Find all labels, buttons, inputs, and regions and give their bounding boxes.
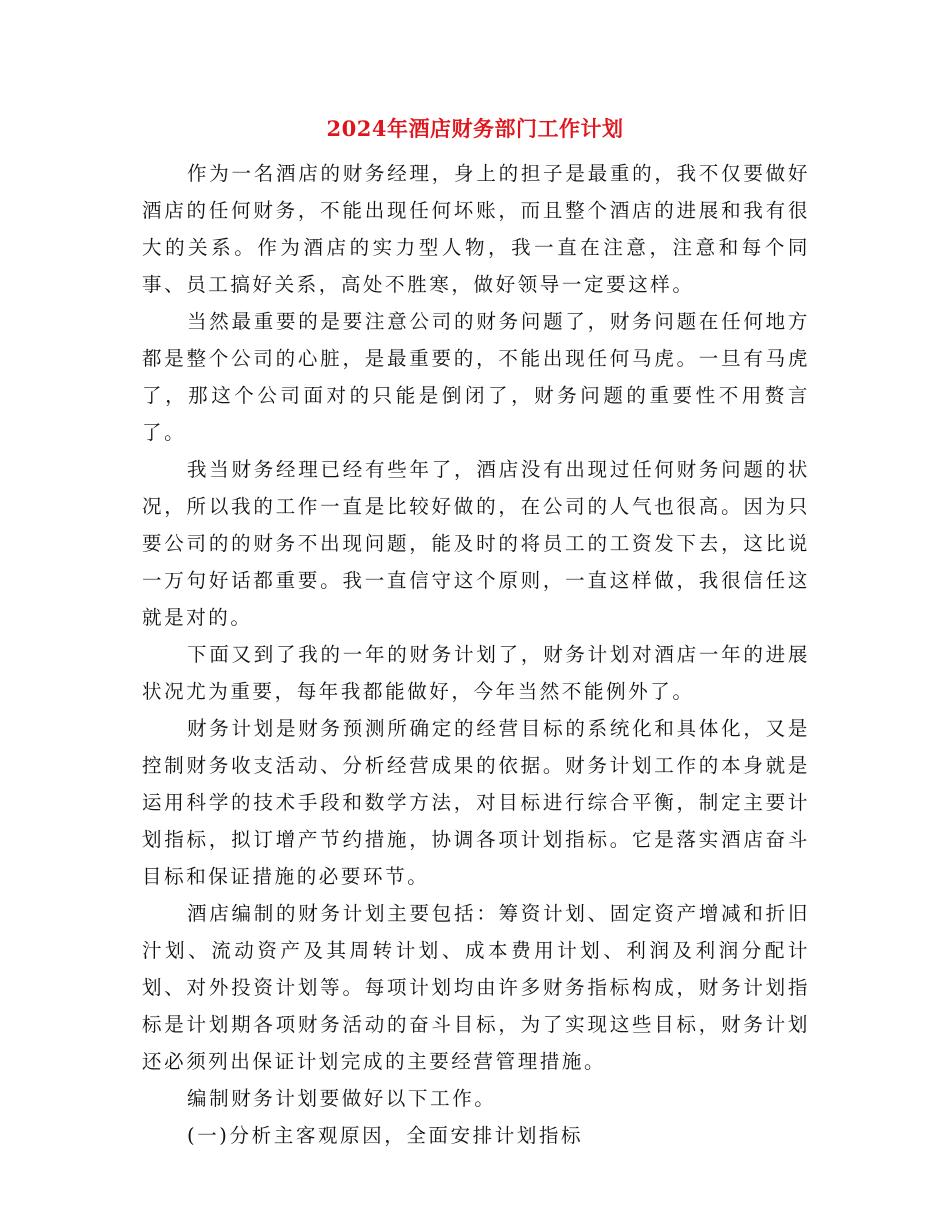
section-heading: (一)分析主客观原因，全面安排计划指标 xyxy=(187,1124,584,1147)
document-title: 2024年酒店财务部门工作计划 xyxy=(326,116,624,141)
paragraph: 编制财务计划要做好以下工作。 xyxy=(187,1087,497,1110)
document-body xyxy=(142,155,810,1154)
paragraph: 我当财务经理已经有些年了，酒店没有出现过任何财务问题的状况，所以我的工作一直是比较好做的，在公司的人气也很高。因为只要公司的的财务不出现问题，能及时的将员工的工资发下去，这比说一万句好话都重要。我一直信守这个原则，一直这样做，我很信任这就是对的。 xyxy=(142,458,810,629)
paragraph: 下面又到了我的一年的财务计划了，财务计划对酒店一年的进展状况尤为重要，每年我都能做好，今年当然不能例外了。 xyxy=(142,643,810,703)
paragraph: 当然最重要的是要注意公司的财务问题了，财务问题在任何地方都是整个公司的心脏，是最重要的，不能出现任何马虎。一旦有马虎了，那这个公司面对的只能是倒闭了，财务问题的重要性不用赘言了。 xyxy=(142,310,810,444)
paragraph: 酒店编制的财务计划主要包括：筹资计划、固定资产增减和折旧汁划、流动资产及其周转计划、成本费用计划、利润及利润分配计划、对外投资计划等。每项计划均由许多财务指标构成，财务计划指标是计划期各项财务活动的奋斗目标，为了实现这些目标，财务计划还必须列出保证计划完成的主要经营管理措施。 xyxy=(142,902,810,1073)
paragraph: 作为一名酒店的财务经理，身上的担子是最重的，我不仅要做好酒店的任何财务，不能出现任何坏账，而且整个酒店的进展和我有很大的关系。作为酒店的实力型人物，我一直在注意，注意和每个同事、员工搞好关系，高处不胜寒，做好领导一定要这样。 xyxy=(142,162,810,296)
paragraph: 财务计划是财务预测所确定的经营目标的系统化和具体化，又是控制财务收支活动、分析经营成果的依据。财务计划工作的本身就是运用科学的技术手段和数学方法，对目标进行综合平衡，制定主要计划指标，拟订增产节约措施，协调各项计划指标。它是落实酒店奋斗目标和保证措施的必要环节。 xyxy=(142,717,810,888)
